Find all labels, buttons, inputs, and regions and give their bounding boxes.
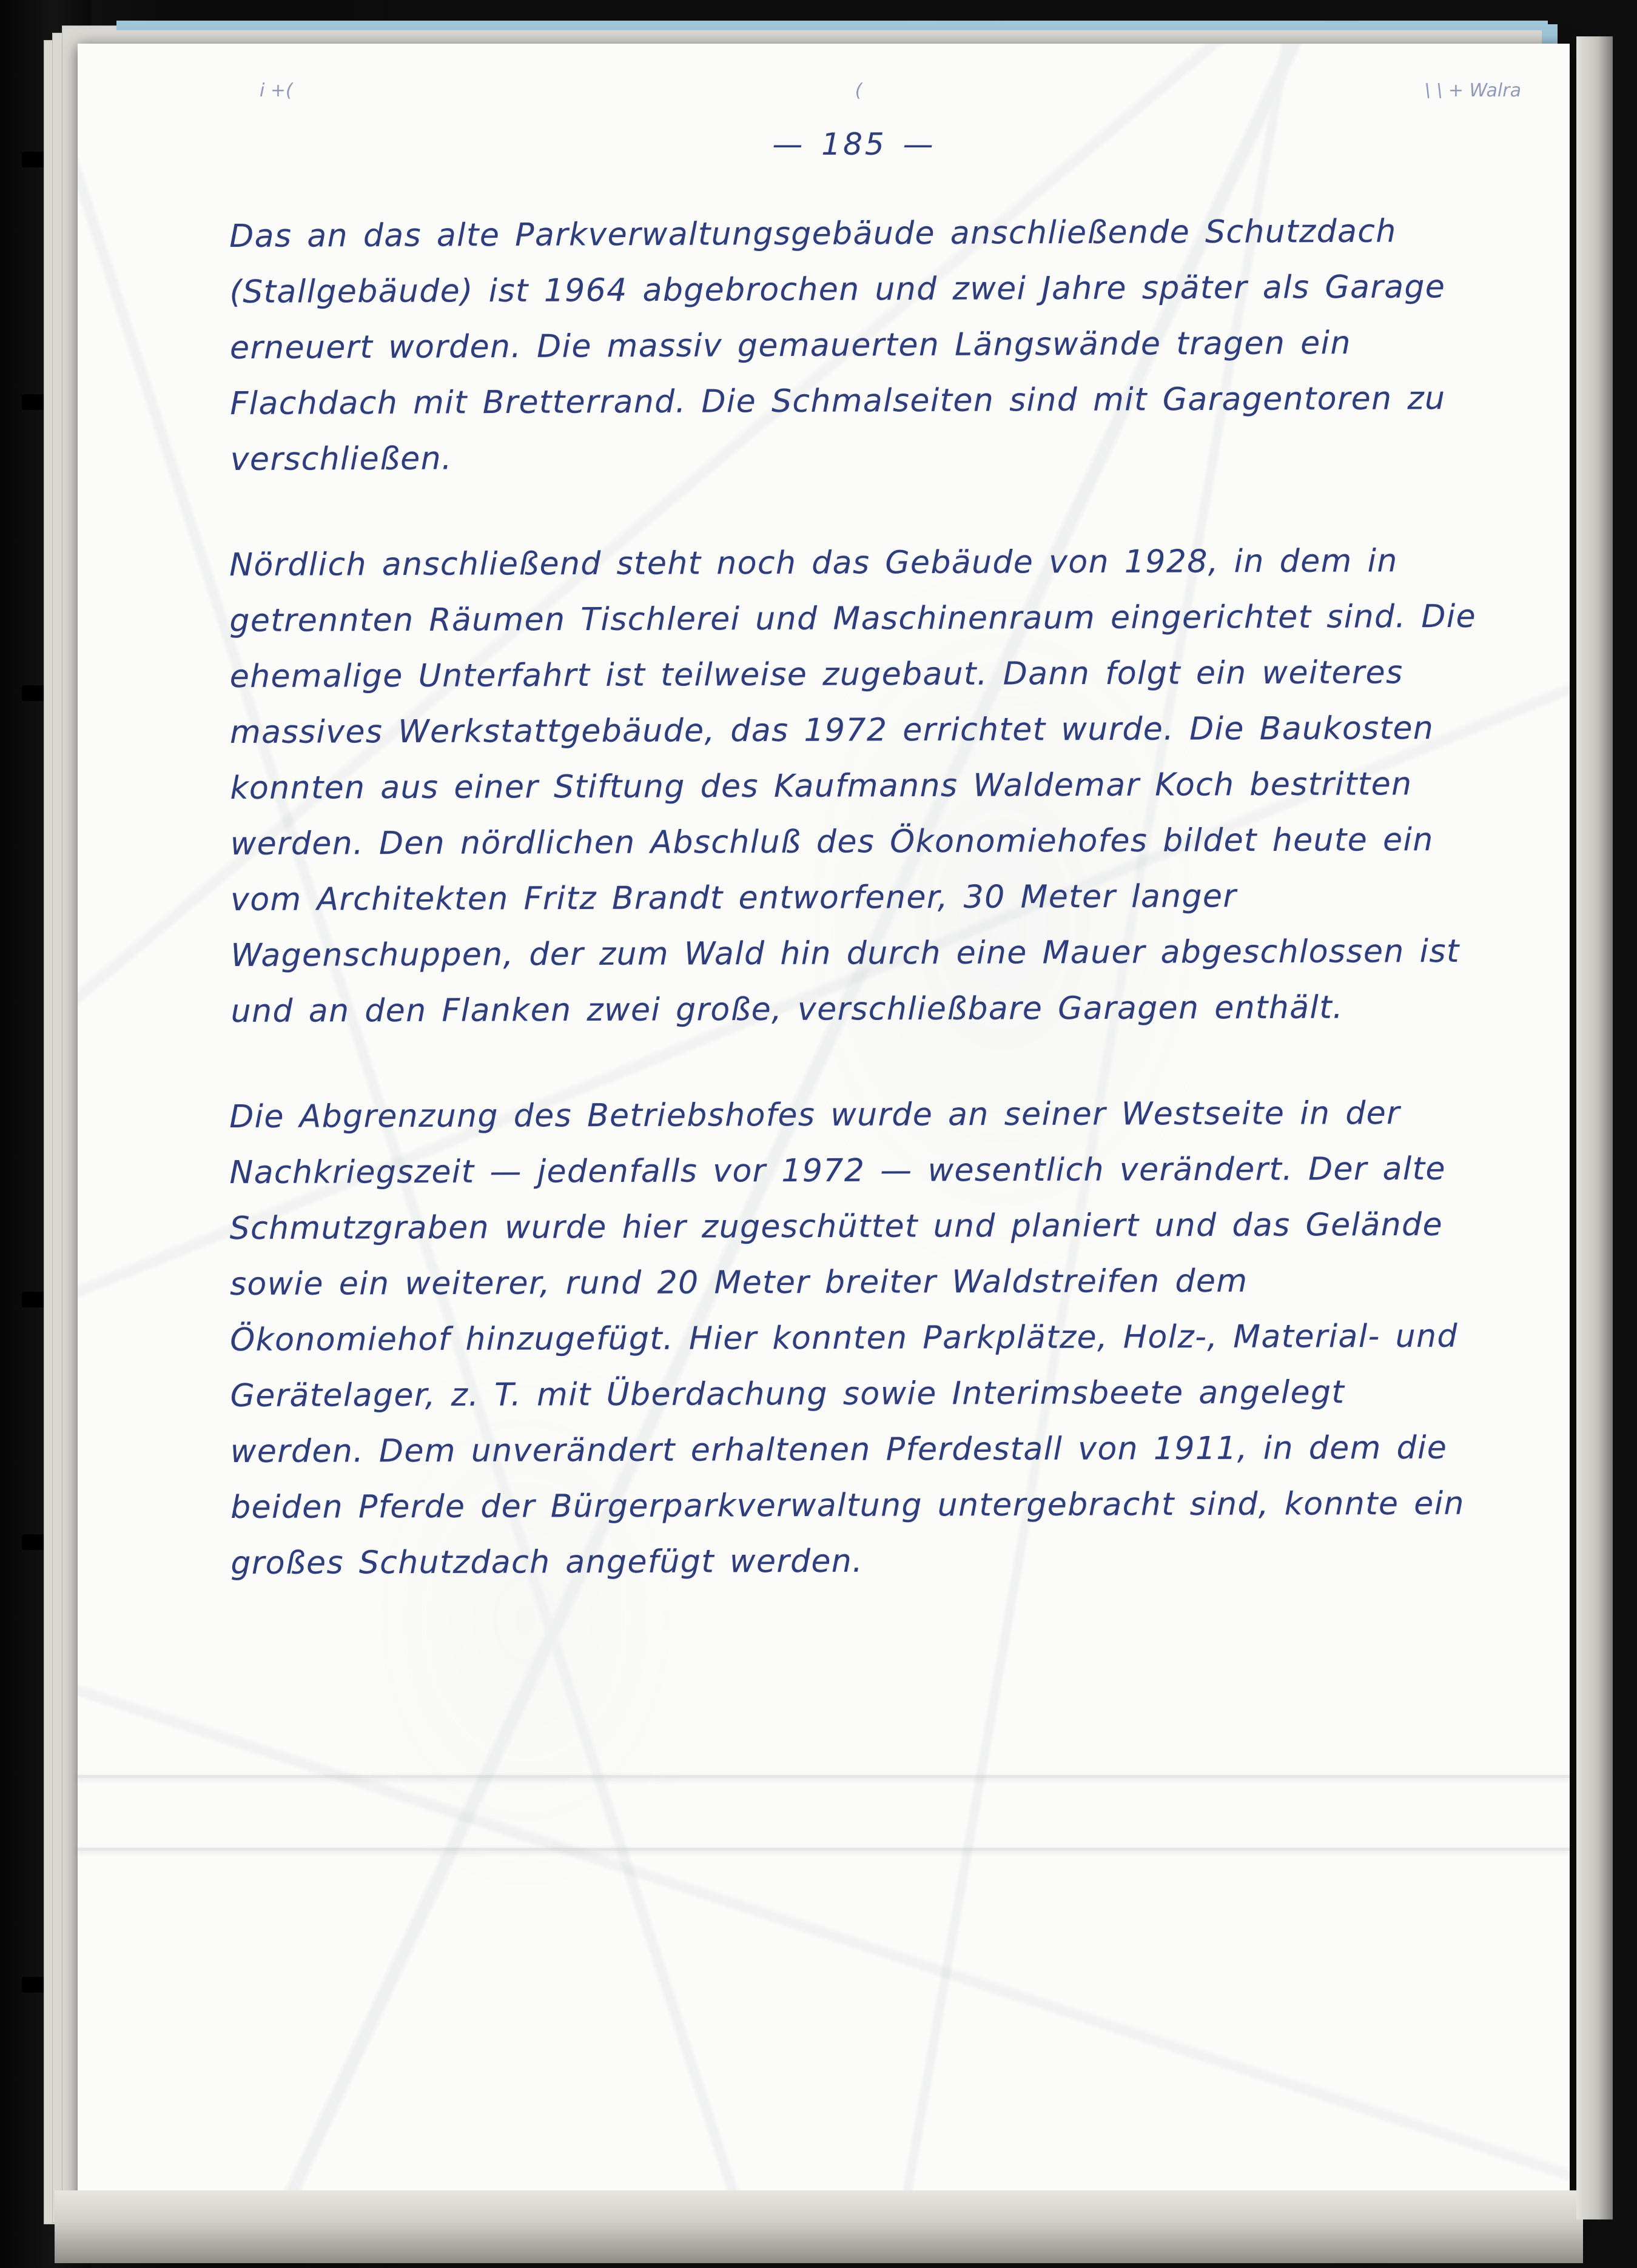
- handwritten-body: [229, 116, 1479, 1591]
- bottom-sheet-edges: [55, 2190, 1583, 2263]
- top-fragment-3: \ \ + Walra: [1424, 80, 1521, 101]
- paragraph-1: Das an das alte Parkverwaltungsgebäude anschließende Schutzdach (Stallgebäude) ist 1964 abgebrochen und zwei Jahre später als Garage erneuert worden. Die massiv gemauerten Längswände tragen ein Flachdach mit Bretterrand. Die Schmalseiten sind mit Garagentoren zu verschließen.: [229, 213, 1446, 478]
- top-edge-fragments: [260, 80, 1521, 114]
- right-sheet-edges: [1576, 36, 1613, 2219]
- paragraph-3: Die Abgrenzung des Betriebshofes wurde an seiner Westseite in der Nachkriegszeit — jedenfalls vor 1972 — wesentlich verändert. Der alte Schmutzgraben wurde hier zugeschüttet und planiert und das Gelände sowie ein weiterer, rund 20 Meter breiter Waldstreifen dem Ökonomiehof hinzugefügt. Hier konnten Parkplätze, Holz-, Material- und Gerätelager, z. T. mit Überdachung sowie Interimsbeete angelegt werden. Dem unverändert erhaltenen Pferdestall von 1911, in dem die beiden Pferde der Bürgerparkverwaltung untergebracht sind, konnte ein großes Schutzdach angefügt werden.: [229, 1095, 1465, 1582]
- page-seam-upper: [78, 1775, 1570, 1778]
- paragraph-2: Nördlich anschließend steht noch das Gebäude von 1928, in dem in getrennten Räumen Tischlerei und Maschinenraum eingerichtet sind. Die ehemalige Unterfahrt ist teilweise zugebaut. Dann folgt ein weiteres massives Werkstattgebäude, das 1972 errichtet wurde. Die Baukosten konnten aus einer Stiftung des Kaufmanns Waldemar Koch bestritten werden. Den nördlichen Abschluß des Ökonomiehofes bildet heute ein vom Architekten Fritz Brandt entworfener, 30 Meter langer Wagenschuppen, der zum Wald hin durch eine Mauer abgeschlossen ist und an den Flanken zwei große, verschließbare Garagen enthält.: [229, 543, 1477, 1030]
- page-number: — 185 —: [772, 127, 936, 162]
- blue-top-edge: [116, 21, 1548, 30]
- top-fragment-2: (: [855, 80, 862, 101]
- top-fragment-1: i +(: [260, 80, 293, 101]
- manuscript-page: [78, 44, 1570, 2233]
- page-seam-lower: [78, 1848, 1570, 1851]
